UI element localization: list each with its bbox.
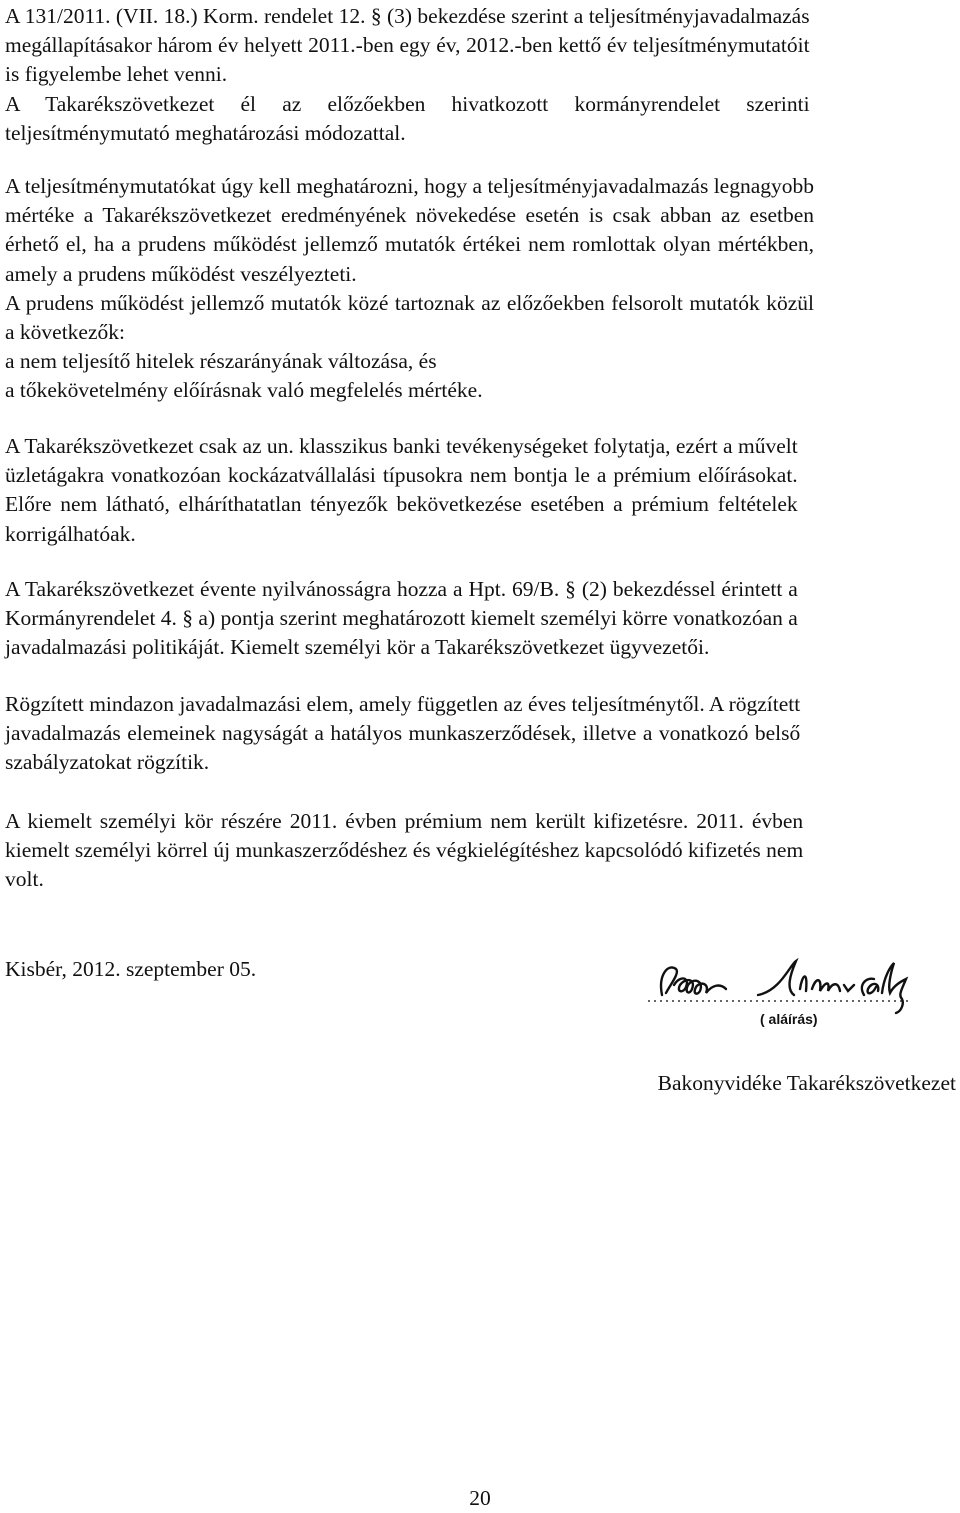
- text-line: javadalmazási politikáját. Kiemelt személyi kör a Takarékszövetkezet ügyvezetői.: [5, 635, 710, 660]
- text-line: mértéke a Takarékszövetkezet eredményének növekedése esetén is csak abban az esetben: [5, 203, 815, 228]
- text-line: A kiemelt személyi kör részére 2011. évben prémium nem került kifizetésre. 2011. évben: [5, 809, 804, 833]
- paragraph-disclosure: [5, 575, 798, 663]
- paragraph-banking-activities: [5, 432, 798, 549]
- text-line: kiemelt személyi körrel új munkaszerződéshez és végkielégítéshez kapcsolódó kifizetés nem: [5, 838, 804, 863]
- text-line: üzletágakra vonatkozóan kockázatvállalási típusokra nem bontja le a prémium előírásokat.: [5, 463, 798, 488]
- text-line: A Takarékszövetkezet évente nyilvánosságra hozza a Hpt. 69/B. § (2) bekezdéssel érintett a: [5, 577, 798, 601]
- handwritten-signature-icon: [640, 955, 930, 1035]
- text-line: korrigálhatóak.: [5, 521, 136, 546]
- paragraph-performance-indicators-rule: [5, 2, 810, 148]
- text-line: érhető el, ha a prudens működést jellemző mutatók értékei nem romlottak olyan mértékben,: [5, 232, 815, 257]
- text-line: amely a prudens működést veszélyezteti.: [5, 261, 357, 286]
- text-line: megállapításakor három év helyett 2011.-ben egy év, 2012.-ben kettő év teljesítménymutatóit: [5, 33, 810, 58]
- text-line: Előre nem látható, elháríthatatlan tényezők bekövetkezése esetében a prémium feltételek: [5, 492, 798, 517]
- text-line: a tőkekövetelmény előírásnak való megfelelés mértéke.: [5, 378, 483, 403]
- text-line: javadalmazás elemeinek nagyságát a hatályos munkaszerződések, illetve a vonatkozó belső: [5, 721, 801, 746]
- organization-name: Bakonyvidéke Takarékszövetkezet: [657, 1071, 956, 1095]
- text-line: a nem teljesítő hitelek részarányának változása, és: [5, 349, 437, 374]
- text-line: volt.: [5, 867, 44, 892]
- place-and-date: Kisbér, 2012. szeptember 05.: [5, 957, 257, 981]
- text-line: A Takarékszövetkezet csak az un. klasszikus banki tevékenységeket folytatja, ezért a művelt: [5, 434, 798, 458]
- text-line: A 131/2011. (VII. 18.) Korm. rendelet 12. § (3) bekezdése szerint a teljesítményjavadalmazás: [5, 4, 810, 28]
- text-line: is figyelembe lehet venni.: [5, 62, 228, 87]
- text-line: a következők:: [5, 320, 125, 345]
- text-line: A Takarékszövetkezet él az előzőekben hivatkozott kormányrendelet szerinti: [5, 91, 810, 116]
- signature-block: [640, 955, 930, 1035]
- paragraph-fixed-remuneration: [5, 690, 800, 778]
- signature-label: ( aláírás): [760, 1011, 818, 1027]
- text-line: Rögzített mindazon javadalmazási elem, amely független az éves teljesítménytől. A rögzített: [5, 692, 801, 716]
- text-line: A teljesítménymutatókat úgy kell meghatározni, hogy a teljesítményjavadalmazás legnagyobb: [5, 174, 815, 198]
- text-line: teljesítménymutató meghatározási módozattal.: [5, 120, 406, 145]
- text-line: A prudens működést jellemző mutatók közé tartoznak az előzőekben felsorolt mutatók közül: [5, 290, 815, 315]
- text-line: szabályzatokat rögzítik.: [5, 750, 210, 775]
- text-line: Kormányrendelet 4. § a) pontja szerint meghatározott kiemelt személyi körre vonatkozóan a: [5, 606, 798, 631]
- paragraph-bonus-payments: [5, 807, 803, 895]
- page-number: 20: [469, 1486, 491, 1510]
- paragraph-prudent-operation: [5, 172, 814, 406]
